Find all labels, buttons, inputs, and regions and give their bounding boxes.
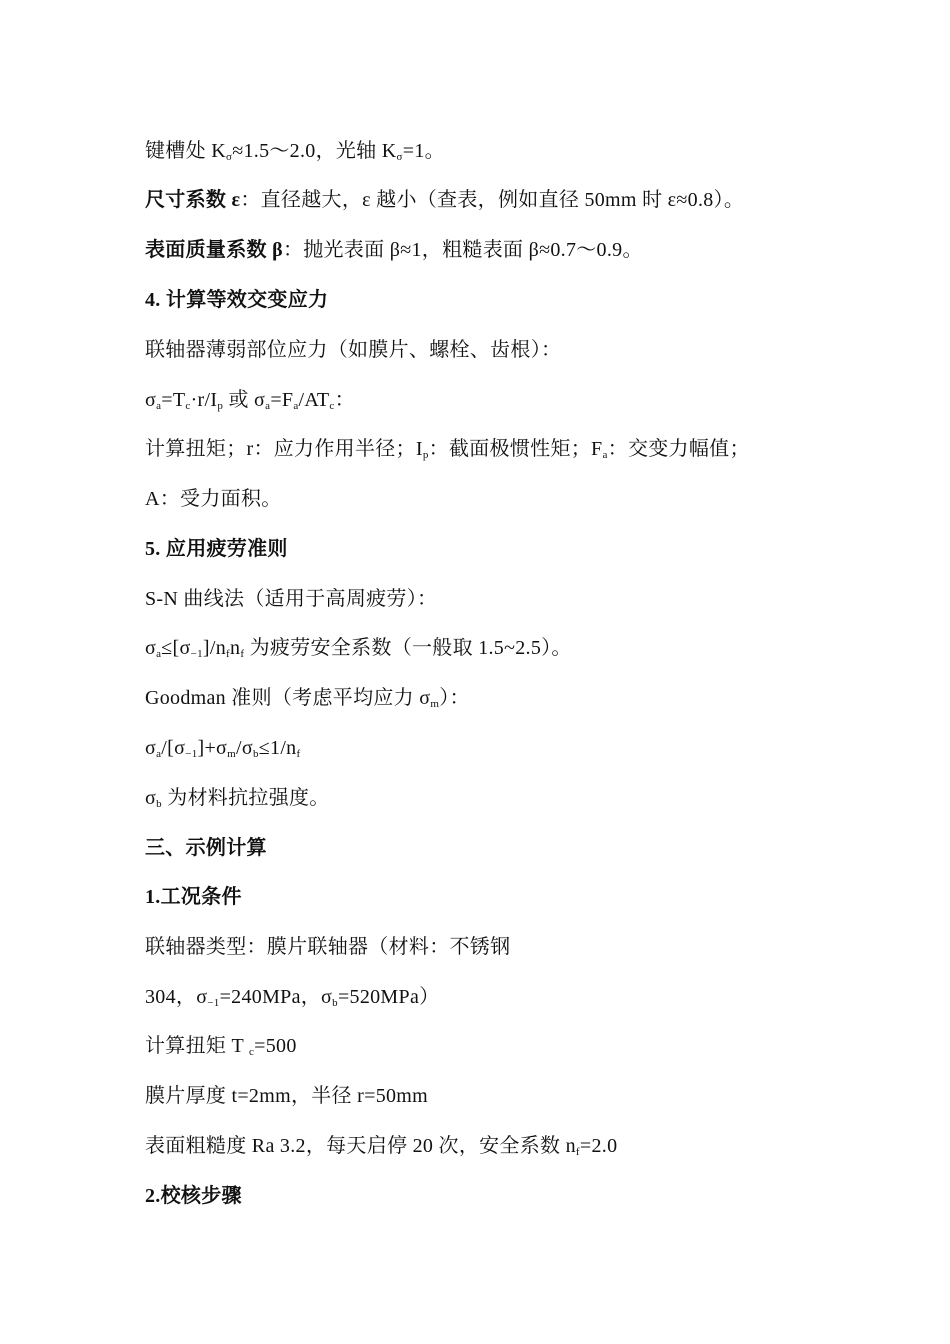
section-heading-example: 三、示例计算 <box>145 837 267 859</box>
size-factor-line: 尺寸系数 ε：直径越大，ε 越小（查表，例如直径 50mm 时 ε≈0.8）。 <box>145 189 745 211</box>
subheading-conditions: 1.工况条件 <box>145 886 242 908</box>
diaphragm-dims-line: 膜片厚度 t=2mm，半径 r=50mm <box>145 1085 429 1107</box>
keyway-factor-line: 键槽处 $K_\sigma\approx 1.5\sim 2.0$，光轴 $K_\sigma=1$。 <box>145 140 445 163</box>
stress-formula-line: $\sigma_a=T_c\cdot r/I_p$ 或 $\sigma_a=F_a/AT_c$： <box>145 389 355 412</box>
section-heading-4: 4. 计算等效交变应力 <box>145 289 329 311</box>
section-heading-5: 5. 应用疲劳准则 <box>145 538 288 560</box>
weak-part-stress-line: 联轴器薄弱部位应力（如膜片、螺栓、齿根）： <box>145 339 562 361</box>
sn-curve-line: S-N 曲线法（适用于高周疲劳）： <box>145 588 438 610</box>
goodman-heading-line: Goodman 准则（考虑平均应力 $\sigma_m$）： <box>145 687 470 710</box>
torque-line: 计算扭矩 T $_c$=500 <box>145 1035 297 1058</box>
surface-roughness-line: 表面粗糙度 Ra 3.2，每天启停 20 次，安全系数 $n_f=2.0$ <box>145 1135 618 1158</box>
subheading-check-steps: 2.校核步骤 <box>145 1185 242 1207</box>
tensile-strength-line: $\sigma_b$ 为材料抗拉强度。 <box>145 787 330 810</box>
coupling-type-line: 联轴器类型：膜片联轴器（材料：不锈钢 <box>145 936 511 958</box>
sn-criterion-line: $\sigma_a\le[\sigma_{-1}]/n_fn_f$ 为疲劳安全系数（一般取 1.5~2.5）。 <box>145 637 572 660</box>
surface-factor-line: 表面质量系数 β：抛光表面 β≈1，粗糙表面 β≈0.7～0.9。 <box>145 239 643 261</box>
goodman-formula-line: $\sigma_a/[\sigma_{-1}]+\sigma_m/\sigma_b\le 1/n_f$ <box>145 737 301 760</box>
area-definition-line: A：受力面积。 <box>145 488 282 510</box>
formula-variables-line: 计算扭矩；r：应力作用半径；$I_p$：截面极惯性矩；$F_a$：交变力幅值； <box>145 438 750 461</box>
material-props-line: 304，$\sigma_{-1}=240MPa$，$\sigma_b=520MPa$） <box>145 986 440 1009</box>
